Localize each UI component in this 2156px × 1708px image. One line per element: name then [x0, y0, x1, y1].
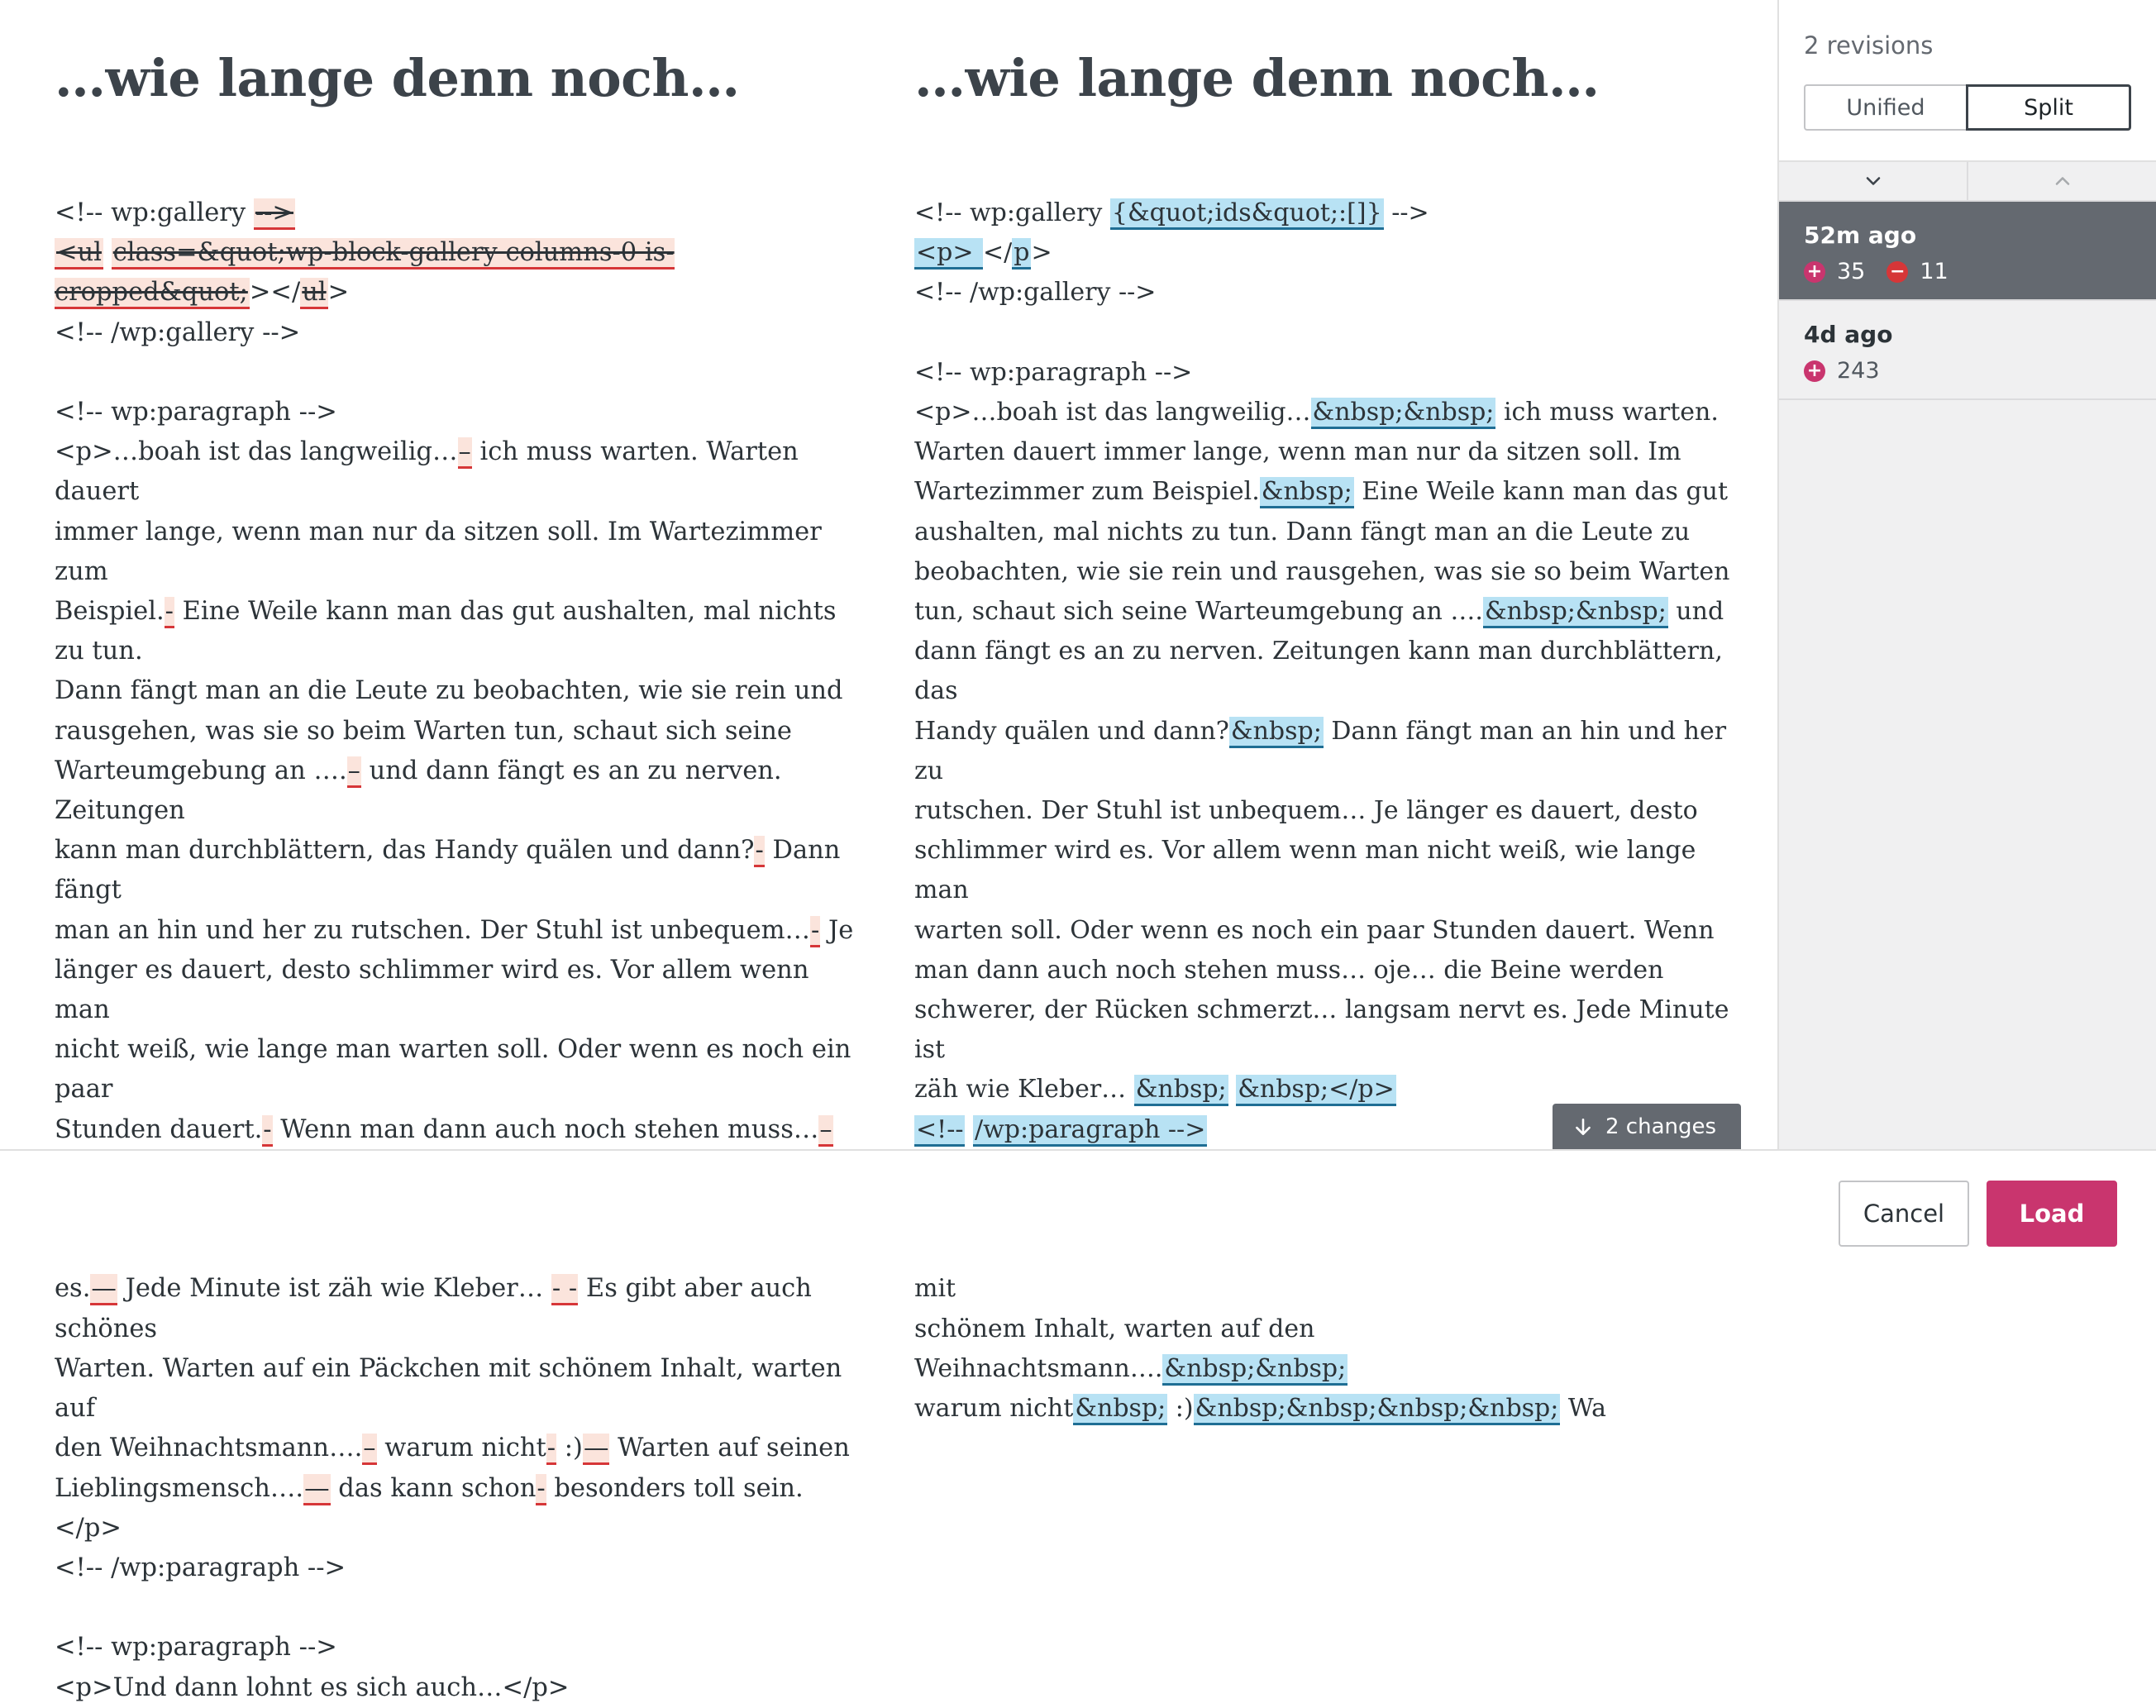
code-text: beobachten, wie sie rein und rausgehen, was sie so beim Warten: [914, 556, 1730, 586]
code-line: [55, 1668, 865, 1708]
deleted-text: –: [362, 1434, 376, 1465]
code-line: [55, 432, 865, 512]
code-text: <!-- wp:gallery: [914, 198, 1110, 227]
code-text: schwerer, der Rücken schmerzt… langsam nervt es. Jede Minute ist: [914, 995, 1737, 1065]
code-line: [55, 831, 865, 910]
code-line: [55, 671, 865, 711]
inserted-text: &nbsp;&nbsp;: [1311, 398, 1496, 429]
current-title: …wie lange denn noch…: [914, 48, 1600, 108]
load-button[interactable]: Load: [1987, 1181, 2117, 1247]
code-text: </: [983, 238, 1013, 268]
code-line: [914, 193, 1741, 233]
code-line: [914, 1389, 1741, 1429]
arrow-down-icon: [1572, 1116, 1594, 1138]
code-text: <!-- /wp:paragraph -->: [55, 1553, 346, 1582]
deleted-text: -: [810, 916, 820, 947]
code-text: Stunden dauert.: [55, 1114, 263, 1144]
code-text: man dann auch noch stehen muss… oje… die Beine werden: [914, 955, 1664, 985]
code-text: Beispiel.: [55, 597, 165, 627]
plus-icon: +: [1804, 261, 1825, 283]
code-line: [914, 951, 1741, 990]
code-line: [55, 313, 865, 353]
code-text: schlimmer wird es. Vor allem wenn man nicht weiß, wie lange man: [914, 836, 1704, 905]
revision-item[interactable]: [1779, 301, 2156, 400]
code-line: [914, 513, 1741, 552]
code-text: schönem Inhalt, warten auf den Weihnachtsmann….: [914, 1314, 1323, 1383]
unified-view-button[interactable]: Unified: [1804, 84, 1966, 131]
code-line: [55, 751, 865, 831]
code-text: besonders toll sein.</p>: [55, 1473, 804, 1543]
code-text: <!-- /wp:gallery -->: [914, 278, 1157, 308]
diff-pane-previous: [55, 0, 865, 1702]
change-navigation: [1779, 162, 2156, 202]
code-text: länger es dauert, desto schlimmer wird es. Vor allem wenn man: [55, 955, 818, 1025]
code-line: [55, 712, 865, 751]
code-text: warum nicht: [914, 1394, 1074, 1424]
code-text: [1228, 1075, 1237, 1104]
deleted-text: —: [90, 1274, 117, 1305]
code-text: Wenn man dann auch noch stehen muss…: [272, 1114, 819, 1144]
code-line: [55, 393, 865, 432]
revision-item[interactable]: [1779, 202, 2156, 301]
code-line: [55, 1628, 865, 1667]
revision-stats: [1804, 259, 2131, 284]
code-text: >: [327, 278, 350, 308]
inserted-text: &nbsp;: [1134, 1075, 1228, 1106]
code-text: nicht weiß, wie lange man warten soll. Oder wenn es noch ein paar: [55, 1035, 860, 1104]
code-line: [914, 313, 1741, 353]
code-text: Wa: [1560, 1394, 1607, 1424]
code-line: [914, 632, 1741, 711]
inserted-text: p: [1012, 238, 1031, 270]
code-line: [914, 273, 1741, 312]
code-text: Eine Weile kann man das gut: [1353, 477, 1729, 507]
inserted-text: &nbsp;&nbsp;&nbsp;&nbsp;: [1194, 1394, 1561, 1425]
inserted-text: {&quot;ids&quot;:[]}: [1110, 198, 1384, 230]
code-line: [914, 791, 1741, 831]
code-line: [55, 1429, 865, 1468]
code-text: :): [556, 1434, 583, 1463]
inserted-text: &nbsp;: [1073, 1394, 1167, 1425]
deleted-text: –: [347, 756, 361, 788]
deleted-text: -: [754, 836, 764, 867]
code-line: [55, 193, 865, 233]
inserted-text: &nbsp;: [1229, 717, 1324, 748]
previous-content: [55, 193, 865, 1708]
code-text: Je: [820, 915, 854, 945]
code-text: <!-- /wp:gallery -->: [55, 317, 301, 347]
deleted-text: —: [303, 1474, 331, 1505]
code-text: Warten dauert immer lange, wenn man nur da sitzen soll. Im: [914, 437, 1681, 467]
code-text: den Weihnachtsmann….: [55, 1434, 363, 1463]
inserted-text: &nbsp;</p>: [1236, 1075, 1396, 1106]
revision-count: 2 revisions: [1804, 31, 1934, 60]
added-count: 243: [1837, 358, 1880, 384]
code-text: Es gibt aber auch schönes: [55, 1274, 820, 1343]
deleted-text: -: [262, 1115, 272, 1147]
modal-footer: [0, 1149, 2156, 1267]
chevron-down-icon: [1862, 169, 1885, 193]
code-text: Lieblingsmensch….: [55, 1473, 304, 1503]
code-text: Dann fängt: [55, 836, 849, 905]
code-text: <p>Und dann lohnt es sich auch…</p>: [55, 1672, 570, 1702]
code-line: [55, 353, 865, 393]
code-text: Warten auf seinen: [609, 1434, 850, 1463]
code-text: es.: [55, 1274, 91, 1304]
inserted-text: &nbsp;&nbsp;: [1483, 597, 1668, 628]
deleted-text: -->: [254, 198, 295, 230]
code-text: und: [1667, 597, 1724, 627]
code-text: [103, 238, 112, 267]
code-text: <!-- wp:paragraph -->: [55, 1633, 337, 1663]
code-line: [914, 831, 1741, 910]
code-text: ich muss warten. Warten dauert: [55, 437, 807, 507]
code-line: [55, 1548, 865, 1588]
code-line: [914, 353, 1741, 393]
code-text: warten soll. Oder wenn es noch ein paar Stunden dauert. Wenn: [914, 915, 1715, 945]
next-change-button[interactable]: [1779, 162, 1968, 200]
deleted-text: - -: [551, 1274, 578, 1305]
code-line: [55, 911, 865, 951]
code-text: zäh wie Kleber…: [914, 1075, 1134, 1104]
deleted-text: ul: [300, 278, 327, 309]
code-line: [55, 951, 865, 1030]
code-line: [914, 472, 1741, 512]
code-line: [55, 233, 865, 312]
code-text: [965, 1115, 973, 1144]
code-text: Warten. Warten auf ein Päckchen mit schönem Inhalt, warten auf: [55, 1353, 850, 1424]
deleted-text: -: [165, 597, 174, 628]
deleted-text: –: [458, 437, 472, 469]
code-text: und dann fängt es an zu nerven. Zeitungen: [55, 756, 790, 826]
inserted-text: &nbsp;: [1260, 477, 1354, 508]
chevron-up-icon: [2051, 169, 2074, 193]
code-text: Jede Minute ist zäh wie Kleber…: [117, 1274, 551, 1304]
revision-time: 52m ago: [1804, 222, 1917, 249]
code-text: aushalten, mal nichts zu tun. Dann fängt man an die Leute zu: [914, 517, 1691, 546]
code-text: tun, schaut sich seine Warteumgebung an ….: [914, 597, 1483, 627]
code-text: Eine Weile kann man das gut aushalten, mal nichts zu tun.: [55, 597, 845, 666]
inserted-text: &nbsp;&nbsp;: [1162, 1354, 1348, 1386]
code-text: :): [1167, 1394, 1194, 1424]
deleted-text: class=&quot;wp-block-gallery columns-0 is-cropped&quot;: [55, 238, 675, 309]
code-line: [914, 592, 1741, 632]
minus-icon: −: [1886, 261, 1908, 283]
code-line: [914, 552, 1741, 592]
code-line: [55, 592, 865, 671]
code-text: rausgehen, was sie so beim Warten tun, schaut sich seine: [55, 716, 792, 746]
sidebar-header: [1779, 0, 2156, 162]
code-text: >: [1031, 238, 1052, 268]
code-line: [914, 432, 1741, 472]
code-text: ich muss warten.: [1495, 398, 1719, 427]
cancel-button[interactable]: Cancel: [1839, 1181, 1969, 1247]
revisions-sidebar: [1777, 0, 2156, 1149]
code-text: mit: [914, 1274, 956, 1304]
code-line: [55, 513, 865, 592]
inserted-text: <!--: [914, 1115, 965, 1147]
code-text: Warteumgebung an ….: [55, 756, 347, 785]
code-line: [914, 233, 1741, 273]
code-line: [914, 990, 1741, 1070]
code-line: [55, 1349, 865, 1429]
revision-time: 4d ago: [1804, 321, 1893, 348]
split-view-button[interactable]: Split: [1966, 84, 2131, 131]
code-text: <p>…boah ist das langweilig…: [914, 398, 1311, 427]
code-line: [914, 911, 1741, 951]
code-text: rutschen. Der Stuhl ist unbequem… Je länger es dauert, desto: [914, 796, 1698, 826]
deleted-text: -: [546, 1434, 556, 1465]
code-text: ></: [249, 278, 301, 308]
previous-title: …wie lange denn noch…: [55, 48, 740, 108]
code-line: [914, 393, 1741, 432]
code-line: [55, 1030, 865, 1109]
code-text: <p>…boah ist das langweilig…: [55, 437, 458, 467]
code-text: kann man durchblättern, das Handy quälen und dann?: [55, 836, 755, 866]
plus-icon: +: [1804, 360, 1825, 382]
removed-count: 11: [1920, 259, 1949, 284]
code-text: dann fängt es an zu nerven. Zeitungen kann man durchblättern, das: [914, 637, 1731, 706]
code-text: <!-- wp:gallery: [55, 198, 254, 227]
code-line: [914, 712, 1741, 791]
code-text: warum nicht: [376, 1434, 546, 1463]
code-line: [55, 1469, 865, 1548]
changes-count: 2 changes: [1605, 1114, 1717, 1139]
deleted-text: –: [818, 1115, 832, 1147]
deleted-text: —: [583, 1434, 610, 1465]
code-text: immer lange, wenn man nur da sitzen soll. Im Wartezimmer zum: [55, 517, 830, 586]
code-text: Wartezimmer zum Beispiel.: [914, 477, 1260, 507]
deleted-text: <ul: [55, 238, 103, 270]
added-count: 35: [1837, 259, 1866, 284]
code-text: man an hin und her zu rutschen. Der Stuhl ist unbequem…: [55, 915, 811, 945]
revision-stats: [1804, 358, 2131, 384]
code-text: Dann fängt man an die Leute zu beobachten, wie sie rein und: [55, 676, 843, 706]
code-text: <!-- wp:paragraph -->: [914, 357, 1193, 387]
code-text: das kann schon: [330, 1473, 537, 1503]
inserted-text: /wp:paragraph -->: [973, 1115, 1207, 1147]
deleted-text: -: [536, 1474, 546, 1505]
view-mode-toggle: [1804, 84, 2131, 131]
code-text: <!-- wp:paragraph -->: [55, 398, 337, 427]
code-line: [914, 1310, 1741, 1389]
jump-to-changes-button[interactable]: [1553, 1104, 1741, 1150]
inserted-text: <p>: [914, 238, 983, 270]
diff-pane-current: [914, 0, 1741, 1424]
code-text: -->: [1383, 198, 1429, 227]
code-line: [55, 1269, 865, 1348]
code-text: Handy quälen und dann?: [914, 716, 1229, 746]
previous-change-button[interactable]: [1968, 162, 2156, 200]
code-line: [55, 1588, 865, 1628]
code-text: Dann fängt man an hin und her zu: [914, 716, 1734, 785]
